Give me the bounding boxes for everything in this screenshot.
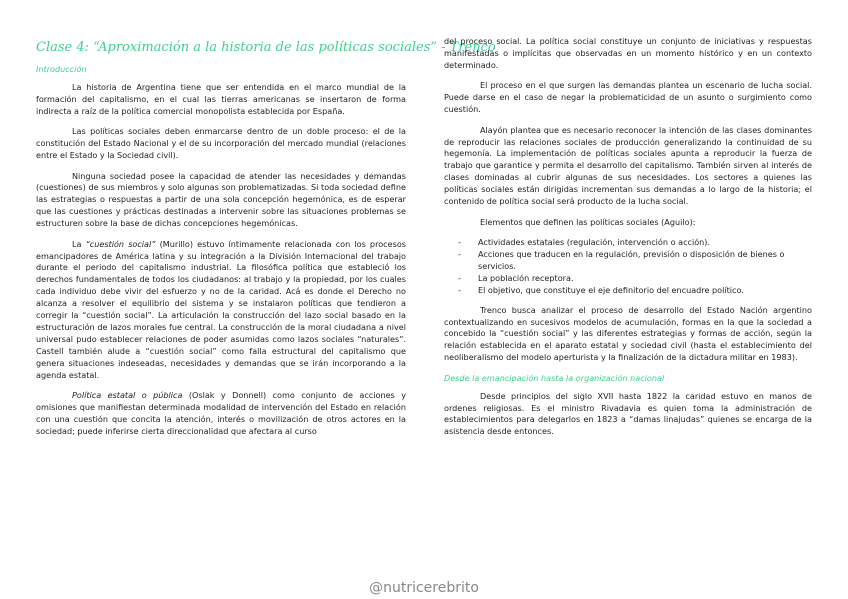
list-item-text: La población receptora. (478, 272, 574, 283)
paragraph: Las políticas sociales deben enmarcarse dentro de un doble proceso: el de la constitución del Estado Nacional y el de su incorporación del mercado mundial (relaciones entre el Estado y la Sociedad civil). (36, 126, 406, 161)
watermark: @nutricerebrito (369, 580, 479, 596)
list-marker: - (458, 272, 461, 283)
list-marker: - (458, 248, 461, 259)
list-marker: - (458, 237, 461, 248)
paragraph-body: (Oslak y Donnell) como conjunto de acciones y omisiones que manifiestan determinada modalidad de intervención del Estado en relación con una cuestión que concita la atención, interés o movilización de otros actores en la sociedad; puede inferirse cierta direccionalidad que afectara al curso (36, 390, 406, 436)
paragraph-cuestion-social (36, 239, 406, 382)
list-marker: - (458, 284, 461, 295)
section-heading-introduccion: Introducción (36, 64, 87, 74)
list-item (444, 285, 812, 297)
list-intro: Elementos que definen las políticas sociales (Aguilo): (480, 216, 696, 227)
list-item (444, 273, 812, 285)
paragraph: El proceso en el que surgen las demandas plantea un escenario de lucha social. Puede darse en el caso de negar la problematicidad de un asunto o surgimiento como cuestión. (444, 80, 812, 115)
right-column (444, 36, 812, 447)
paragraph-politica-estatal (36, 390, 406, 438)
list-item-text: Actividades estatales (regulación, intervención o acción). (478, 237, 711, 248)
paragraph: La historia de Argentina tiene que ser entendida en el marco mundial de la formación del capitalismo, en el cual las tierras americanas se insertaron de forma indirecta a raíz de la política comercial monopolista establecida por España. (36, 81, 406, 116)
paragraph: del proceso social. La política social constituye un conjunto de iniciativas y respuestas manifestadas o implícitas que observadas en un momento histórico y en un contexto determinado. (444, 36, 812, 70)
paragraph-lead: La (72, 238, 86, 249)
paragraph: Alayón plantea que es necesario reconocer la intención de las clases dominantes de reproducir las relaciones sociales de producción generalizando la continuidad de su hegemonía. La implementación de políticas sociales apunta a reproducir la fuerza de trabajo que garantice y permita el desarrollo del capitalismo. También sirven al interés de clases dominadas al cubrir algunas de sus necesidades. Los sectores a quienes las políticas sociales están dirigidas incrementan sus demandas a lo largo de la historia; el contenido de política social será producto de la lucha social. (444, 124, 812, 207)
list-item-text: El objetivo, que constituye el eje definitorio del encuadre político. (478, 284, 744, 295)
term-politica-estatal: Política estatal o pública (72, 390, 183, 401)
document-title: Clase 4: “Aproximación a la historia de las políticas sociales” - Trenco (36, 40, 496, 55)
left-column (36, 34, 496, 446)
paragraph: Trenco busca analizar el proceso de desarrollo del Estado Nación argentino contextualizando en sucesivos modelos de acumulación, formas en la que la sociedad a concebido la “cuestión social” y las diferentes estrategias y formas de acción, según la relación establecida en el aparato estatal y sociedad civil (hasta el establecimiento del neoliberalismo del modelo aperturista y la finalización de la dictadura militar en 1983). (444, 304, 812, 363)
term-cuestion-social: “cuestión social” (85, 238, 156, 249)
paragraph: Desde principios del siglo XVII hasta 1822 la caridad estuvo en manos de ordenes religiosas. Es el ministro Rivadavia es quien toma la administración de establecimientos para delegarlos en 1823 a “damas linajudas” quienes se encarga de la asistencia desde entonces. (444, 390, 812, 437)
section-heading-emancipacion: Desde la emancipación hasta la organización nacional (444, 372, 665, 383)
list-item-text: Acciones que traducen en la regulación, previsión o disposición de bienes o servicios. (478, 248, 785, 271)
elements-list (444, 237, 812, 297)
paragraph: Ninguna sociedad posee la capacidad de atender las necesidades y demandas (cuestiones) de sus miembros y solo algunas son problematizadas. Si toda sociedad define las estrategias o respuestas a partir de una sola concepción hegemónica, es de esperar que las cuestiones y prácticas destinadas a intervenir sobre las situaciones problemas se estructuren sobre la base de dichas concepciones hegemónicas. (36, 170, 406, 229)
paragraph-body: (Murillo) estuvo íntimamente relacionada con los procesos emancipadores de América latina y su integración a la División Internacional del trabajo durante el periodo del capitalismo industrial. La filosófica política que estableció los derechos fundamentales de todos los ciudadanos: al trabajo y la propiedad, por los cuales cada individuo debe vivir del esfuerzo y no de la caridad. Acá es donde el Derecho no alcanza a resolver el equilibrio del sistema y se instalaron políticas que tendieron a corregir la “cuestión social”. La articulación la construcción del lazo social basado en la estructuración de lazos morales fue central. La construcción de la moral ciudadana a nivel universal pudo establecer relaciones de poder asumidas como lazos sociales “naturales”. Castell también alude a “cuestión social” como falla estructural del capitalismo que genera situaciones indeseadas, necesidades y demandas que se irán incorporando a la agenda estatal. (36, 238, 406, 380)
list-item (444, 249, 812, 273)
list-item (444, 237, 812, 249)
